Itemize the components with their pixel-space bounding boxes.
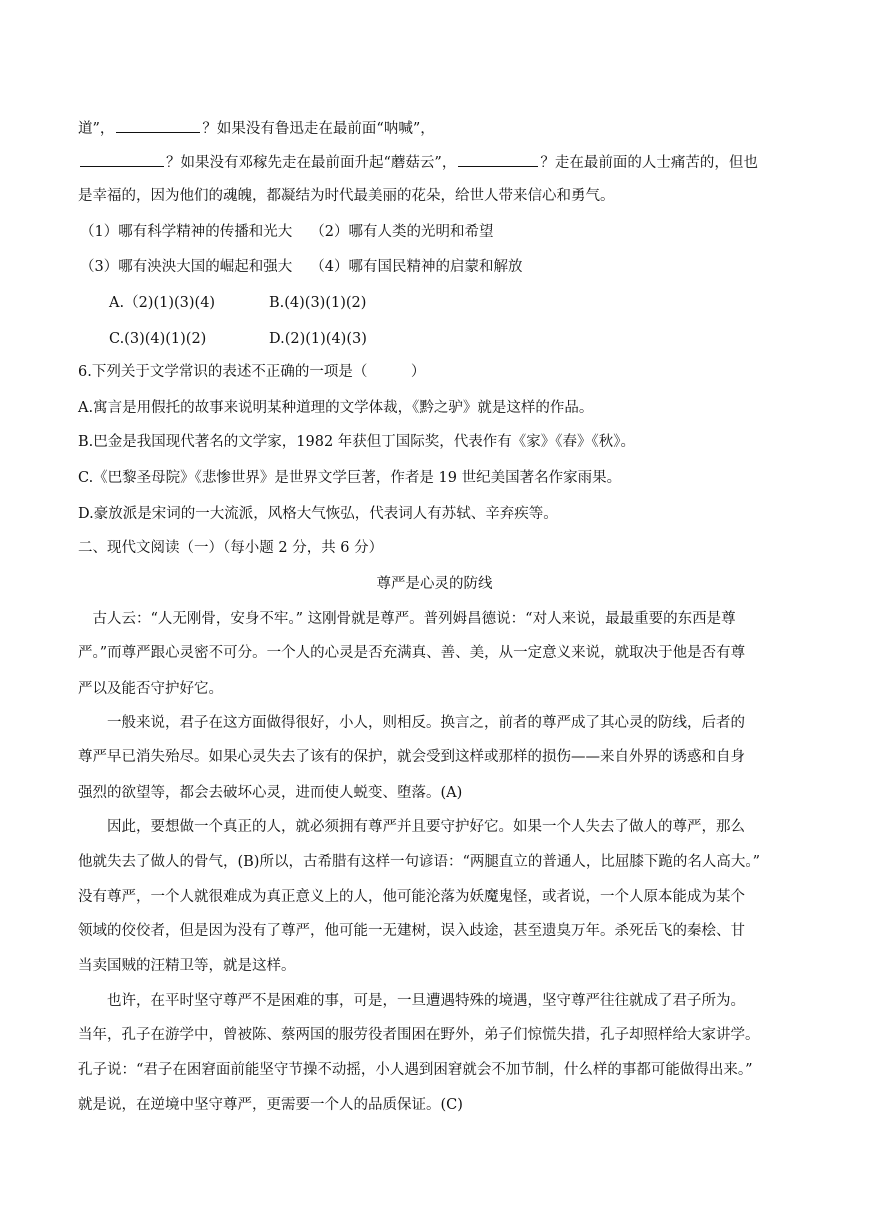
q5-line-1-text-b: ？如果没有鲁迅走在最前面“呐喊”， (202, 121, 435, 137)
q5-line-1-text-a: 道”， (78, 121, 115, 137)
q6-option-a[interactable]: A.寓言是用假托的故事来说明某种道理的文学体裁，《黔之驴》就是这样的作品。 (78, 400, 594, 416)
article-line-8: 他就失去了做人的骨气，(B)所以，古希腊有这样一句谚语：“两腿直立的普通人，比屈膝下跪的名人高大。” (78, 854, 761, 870)
q5-items-row-1 (80, 222, 800, 242)
article-title: 尊严是心灵的防线 (376, 576, 493, 592)
q6-stem: 6.下列关于文学常识的表述不正确的一项是（ ） (78, 364, 426, 380)
q5-choice-a[interactable]: A.（2)(1)(3)(4) (109, 295, 216, 311)
article-line-3: 严以及能否守护好它。 (78, 681, 223, 697)
article-line-9: 没有尊严，一个人就很难成为真正意义上的人，他可能沦落为妖魔鬼怪，或者说，一个人原本能成为某个 (78, 889, 745, 905)
q6-option-b[interactable]: B.巴金是我国现代著名的文学家，1982 年获但丁国际奖，代表作有《家》《春》《秋》。 (78, 434, 636, 450)
q5-choice-b[interactable]: B.(4)(3)(1)(2) (269, 295, 367, 311)
q5-line-2-text-b: ？走在最前面的人士痛苦的，但也 (540, 155, 758, 171)
q6-option-d[interactable]: D.豪放派是宋词的一大流派，风格大气恢弘，代表词人有苏轼、辛弃疾等。 (78, 506, 558, 522)
q5-items-row-2 (80, 257, 800, 277)
q5-item-2: （2）哪有人类的光明和希望 (310, 224, 494, 240)
q5-line-3: 是幸福的，因为他们的魂魄，都凝结为时代最美丽的花朵，给世人带来信心和勇气。 (78, 188, 615, 204)
article-line-14: 孔子说：“君子在困窘面前能坚守节操不动摇，小人遇到困窘就会不加节制，什么样的事都可能做得出来。” (78, 1062, 753, 1078)
article-line-1: 古人云：“人无刚骨，安身不牢。” 这刚骨就是尊严。普列姆昌德说：“对人来说，最最重要的东西是尊 (78, 611, 736, 627)
article-line-12: 也许，在平时坚守尊严不是困难的事，可是，一旦遭遇特殊的境遇，坚守尊严往往就成了君子所为。 (78, 993, 745, 1009)
section-heading: 二、现代文阅读（一）（每小题 2 分，共 6 分） (78, 540, 384, 556)
q5-line-2-text-a: ？如果没有邓稼先走在最前面升起“蘑菇云”， (166, 155, 457, 171)
article-line-11: 当卖国贼的汪精卫等，就是这样。 (78, 958, 296, 974)
article-line-10: 领域的佼佼者，但是因为没有了尊严，他可能一无建树，误入歧途，甚至遗臭万年。杀死岳飞的秦桧、甘 (78, 923, 745, 939)
q5-item-3: （3）哪有泱泱大国的崛起和强大 (80, 259, 293, 275)
answer-blank-1[interactable] (116, 118, 200, 133)
q6-option-c[interactable]: C.《巴黎圣母院》《悲惨世界》是世界文学巨著，作者是 19 世纪美国著名作家雨果。 (78, 470, 622, 486)
q5-line-1 (78, 118, 798, 139)
answer-blank-3[interactable] (458, 152, 538, 167)
q5-choice-c[interactable]: C.(3)(4)(1)(2) (109, 331, 207, 347)
article-line-13: 当年，孔子在游学中，曾被陈、蔡两国的服劳役者围困在野外，弟子们惊慌失措，孔子却照样给大家讲学。 (78, 1027, 760, 1043)
q5-item-1: （1）哪有科学精神的传播和光大 (80, 224, 293, 240)
article-line-6: 强烈的欲望等，都会去破坏心灵，进而使人蜕变、堕落。(A) (78, 785, 463, 801)
answer-blank-2[interactable] (80, 152, 164, 167)
q5-choice-d[interactable]: D.(2)(1)(4)(3) (269, 331, 367, 347)
q5-choices-row-2 (109, 329, 829, 349)
article-line-15: 就是说，在逆境中坚守尊严，更需要一个人的品质保证。(C) (78, 1097, 463, 1113)
article-line-5: 尊严早已消失殆尽。如果心灵失去了该有的保护，就会受到这样或那样的损伤——来自外界的诱惑和自身 (78, 749, 745, 765)
article-line-7: 因此，要想做一个真正的人，就必须拥有尊严并且要守护好它。如果一个人失去了做人的尊严，那么 (78, 819, 745, 835)
q5-item-4: （4）哪有国民精神的启蒙和解放 (310, 259, 523, 275)
q5-line-2 (78, 152, 798, 173)
article-line-4: 一般来说，君子在这方面做得很好，小人，则相反。换言之，前者的尊严成了其心灵的防线，后者的 (78, 715, 745, 731)
article-line-2: 严。”而尊严跟心灵密不可分。一个人的心灵是否充满真、善、美，从一定意义来说，就取决于他是否有尊 (78, 645, 746, 661)
q5-choices-row-1 (109, 293, 829, 313)
